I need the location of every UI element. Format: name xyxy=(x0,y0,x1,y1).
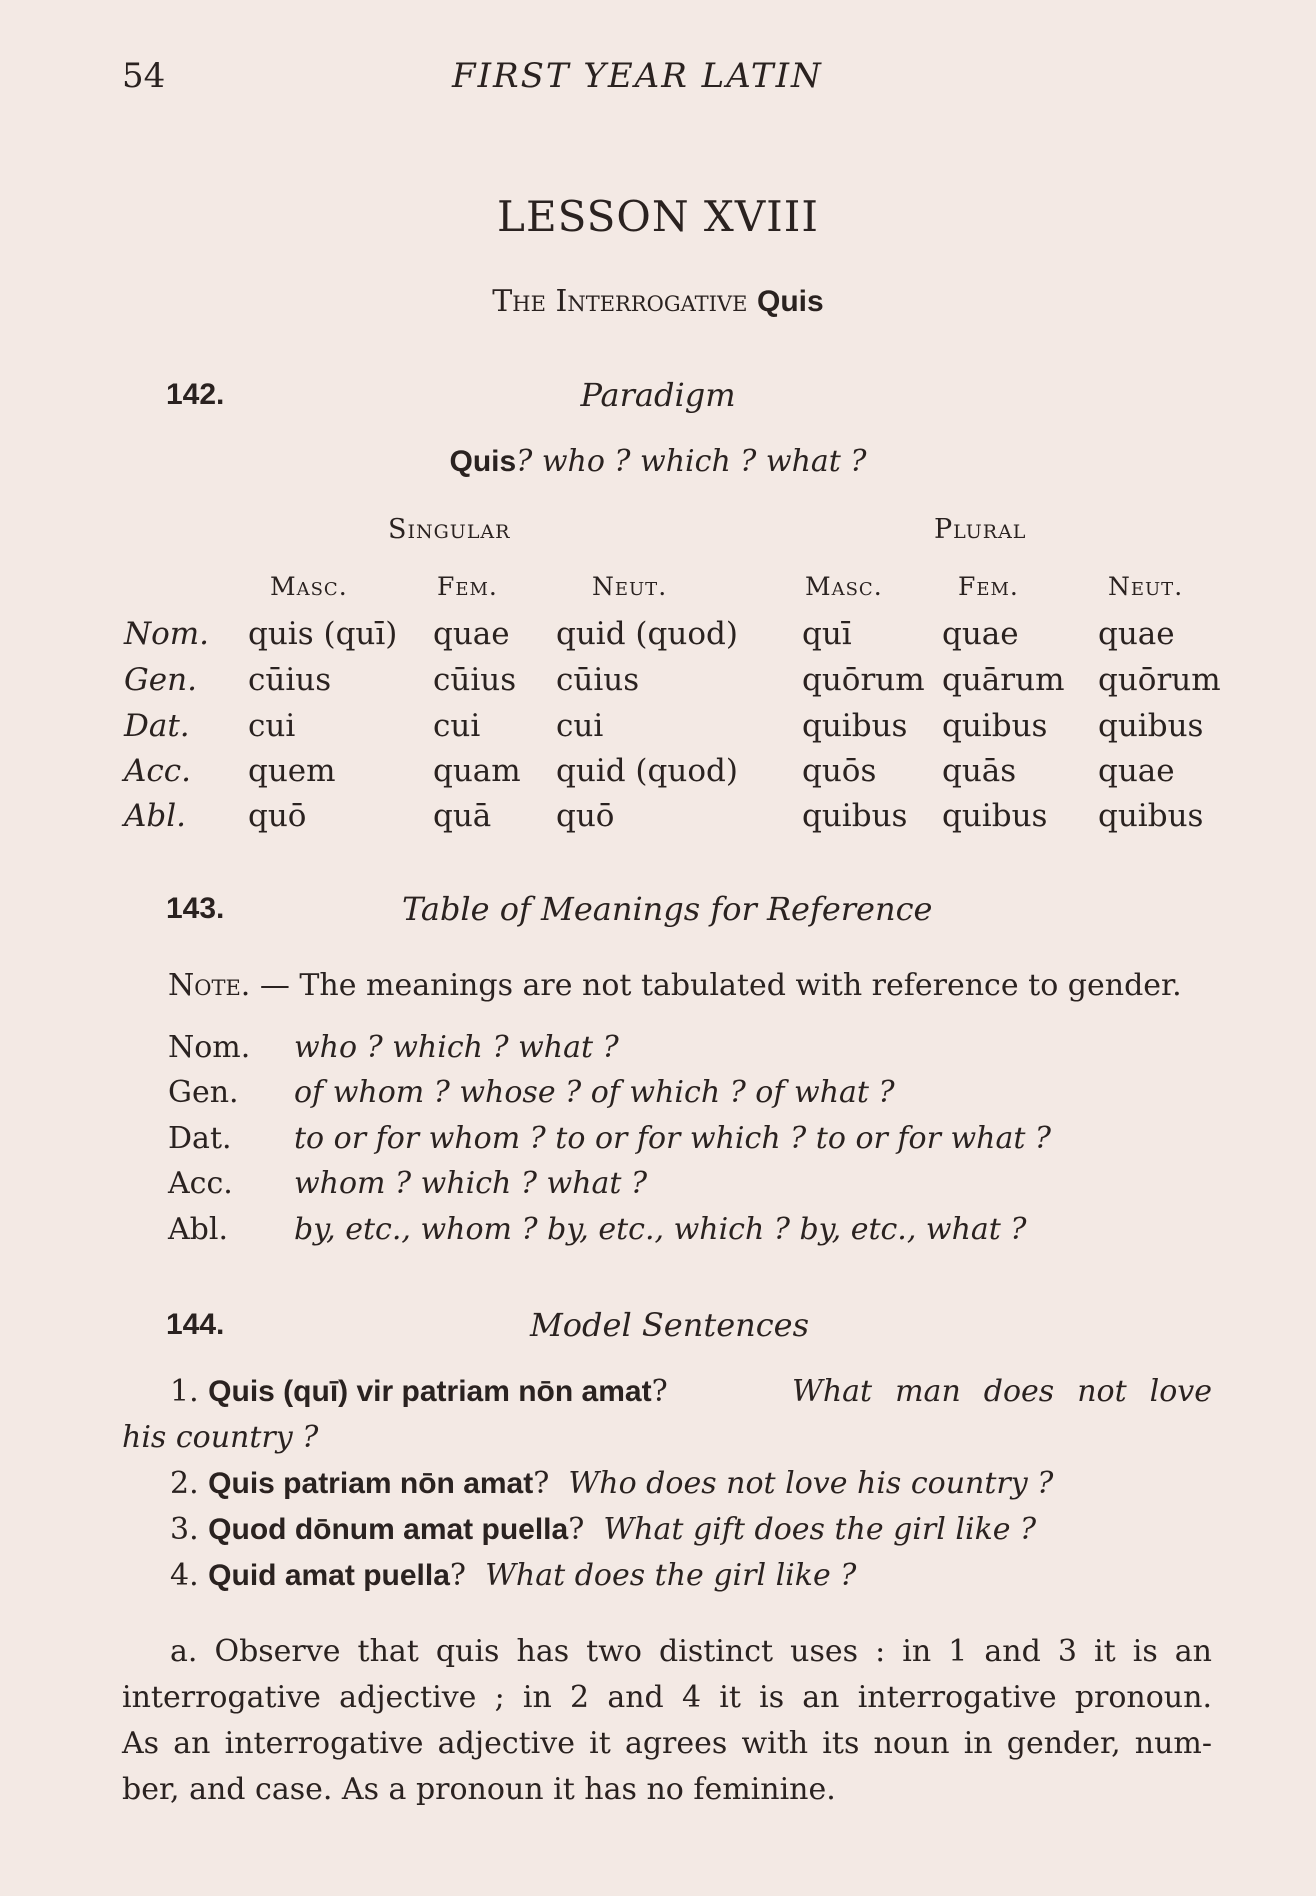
meaning-text: who ? which ? what ? xyxy=(294,1030,619,1065)
sentence-latin: Quis (quī) vir patriam nōn amat xyxy=(208,1375,652,1408)
meaning-case: Acc. xyxy=(168,1166,233,1201)
table-cell: quī xyxy=(802,616,852,652)
meaning-text: by, etc., whom ? by, etc., which ? by, etc., what ? xyxy=(294,1212,1027,1247)
observation-line-1: a. Observe that quis has two distinct uses : in 1 and 3 it is an xyxy=(170,1634,1212,1669)
sentence-latin: Quid amat puella xyxy=(208,1559,450,1592)
observation-line-4: ber, and case. As a pronoun it has no feminine. xyxy=(122,1772,836,1807)
page-number: 54 xyxy=(122,56,166,96)
table-cell: cui xyxy=(433,708,481,744)
meaning-text: whom ? which ? what ? xyxy=(294,1166,648,1201)
table-cell: quibus xyxy=(942,798,1048,834)
sentence-english: What man does not love xyxy=(792,1374,1212,1409)
table-cell: quōs xyxy=(802,753,877,789)
sentence-number: 3. xyxy=(170,1512,199,1547)
table-cell: quae xyxy=(1098,616,1175,652)
note-text: — The meanings are not tabulated with reference to gender. xyxy=(250,968,1182,1003)
table-cell: quae xyxy=(1098,753,1175,789)
col-header: Fem. xyxy=(437,572,498,601)
subtitle-word: Quis xyxy=(757,285,824,318)
meanings-note xyxy=(168,968,1182,1003)
case-label: Abl. xyxy=(124,798,186,834)
table-cell: quibus xyxy=(802,708,908,744)
table-cell: quārum xyxy=(942,662,1065,698)
observation-line-2: interrogative adjective ; in 2 and 4 it is an interrogative pronoun. xyxy=(122,1680,1212,1715)
table-cell: cūius xyxy=(556,662,640,698)
table-cell: quam xyxy=(433,753,521,789)
sentence-latin: Quod dōnum amat puella xyxy=(208,1513,569,1546)
table-cell: quibus xyxy=(1098,798,1204,834)
table-cell: quōrum xyxy=(802,662,925,698)
sentence-3 xyxy=(170,1512,1036,1547)
sentence-english-continued: his country ? xyxy=(122,1420,319,1455)
meaning-case: Dat. xyxy=(168,1121,232,1156)
note-label: Note. xyxy=(168,968,251,1003)
sentence-4 xyxy=(170,1558,856,1593)
lesson-subtitle xyxy=(0,284,1316,319)
table-cell: quās xyxy=(942,753,1017,789)
sentence-number: 4. xyxy=(170,1558,199,1593)
sentence-english: Who does not love his country ? xyxy=(568,1466,1054,1501)
col-header: Fem. xyxy=(958,572,1019,601)
col-header: Neut. xyxy=(592,572,668,601)
table-cell: cūius xyxy=(248,662,332,698)
section-143-title: Table of Meanings for Reference xyxy=(402,890,933,928)
table-cell: quō xyxy=(248,798,307,834)
sentence-number: 1. xyxy=(170,1374,199,1409)
section-142-title: Paradigm xyxy=(580,376,736,414)
sentence-english: What gift does the girl like ? xyxy=(603,1512,1037,1547)
section-144-number: 144. xyxy=(166,1308,225,1341)
section-143-number: 143. xyxy=(166,892,225,925)
table-cell: quō xyxy=(556,798,615,834)
sentence-2 xyxy=(170,1466,1053,1501)
case-label: Dat. xyxy=(124,708,190,744)
table-cell: quae xyxy=(942,616,1019,652)
table-cell: quis (quī) xyxy=(248,616,398,652)
paradigm-heading xyxy=(0,444,1316,479)
table-cell: quibus xyxy=(942,708,1048,744)
meaning-text: of whom ? whose ? of which ? of what ? xyxy=(294,1075,895,1110)
sentence-latin: Quis patriam nōn amat xyxy=(208,1467,534,1500)
running-title: FIRST YEAR LATIN xyxy=(452,56,823,96)
table-cell: quōrum xyxy=(1098,662,1221,698)
subtitle-text: The Interrogative xyxy=(492,284,748,319)
table-cell: quid (quod) xyxy=(556,616,738,652)
sentence-qmark: ? xyxy=(449,1558,466,1593)
meaning-case: Gen. xyxy=(168,1075,239,1110)
paradigm-word: Quis xyxy=(449,445,517,478)
table-cell: quae xyxy=(433,616,510,652)
sentence-number: 2. xyxy=(170,1466,199,1501)
sentence-qmark: ? xyxy=(568,1512,585,1547)
sentence-qmark: ? xyxy=(533,1466,550,1501)
meaning-case: Nom. xyxy=(168,1030,251,1065)
section-144-title: Model Sentences xyxy=(530,1306,810,1344)
lesson-title: LESSON XVIII xyxy=(497,192,819,241)
section-142-number: 142. xyxy=(166,378,225,411)
sentence-1 xyxy=(170,1374,668,1409)
table-cell: quibus xyxy=(802,798,908,834)
col-header: Neut. xyxy=(1108,572,1184,601)
table-cell: quā xyxy=(433,798,492,834)
case-label: Nom. xyxy=(124,616,210,652)
table-cell: cūius xyxy=(433,662,517,698)
case-label: Acc. xyxy=(124,753,191,789)
table-cell: quibus xyxy=(1098,708,1204,744)
meaning-case: Abl. xyxy=(168,1212,228,1247)
table-cell: cui xyxy=(248,708,296,744)
table-cell: cui xyxy=(556,708,604,744)
meaning-text: to or for whom ? to or for which ? to or for what ? xyxy=(294,1121,1052,1156)
group-plural: Plural xyxy=(934,514,1027,545)
paradigm-gloss: ? who ? which ? what ? xyxy=(516,444,867,479)
observation-line-3: As an interrogative adjective it agrees with its noun in gender, num- xyxy=(122,1726,1212,1761)
table-cell: quid (quod) xyxy=(556,753,738,789)
table-cell: quem xyxy=(248,753,336,789)
sentence-english: What does the girl like ? xyxy=(485,1558,857,1593)
col-header: Masc. xyxy=(270,572,348,601)
sentence-qmark: ? xyxy=(651,1374,668,1409)
case-label: Gen. xyxy=(124,662,197,698)
col-header: Masc. xyxy=(805,572,883,601)
group-singular: Singular xyxy=(388,514,511,545)
